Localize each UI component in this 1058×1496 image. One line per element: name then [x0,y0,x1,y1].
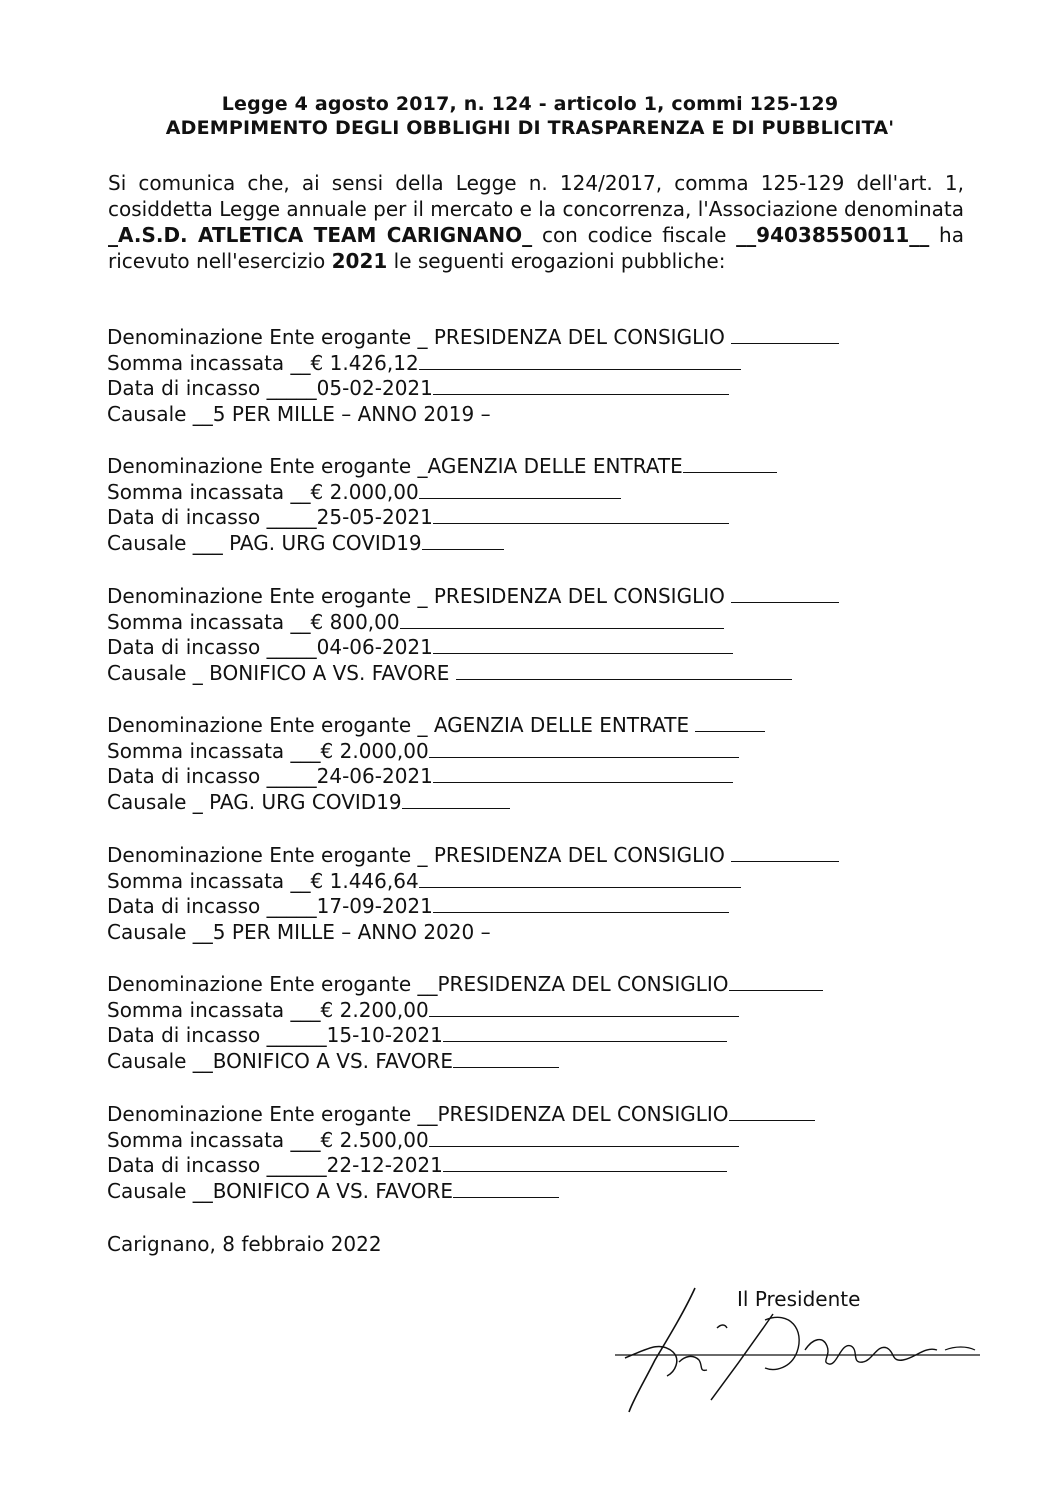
disbursement-entry [107,584,839,686]
data-label: Data di incasso [107,1153,261,1178]
ente-line [107,972,823,998]
data-line [107,1023,823,1049]
fill-line [429,739,739,758]
ente-line [107,454,777,480]
disbursement-entry [107,843,839,945]
fill-line [456,661,792,680]
causale-value: _ BONIFICO A VS. FAVORE [186,660,456,685]
data-line [107,764,765,790]
data-label: Data di incasso [107,635,261,660]
intro-paragraph [108,170,964,274]
causale-value: ___ PAG. URG COVID19 [186,530,422,555]
ente-line [107,325,839,351]
causale-label: Causale [107,1048,187,1073]
data-value: _____05-02-2021 [260,376,433,401]
data-label: Data di incasso [107,376,261,401]
ente-value: _ AGENZIA DELLE ENTRATE [411,713,696,737]
causale-value: __BONIFICO A VS. FAVORE [186,1178,454,1203]
ente-line [107,713,765,739]
ente-label: Denominazione Ente erogante [107,325,412,349]
fill-line [453,1179,559,1198]
somma-value: __€ 800,00 [284,609,400,634]
document-subtitle: ADEMPIMENTO DEGLI OBBLIGHI DI TRASPARENZA E DI PUBBLICITA' [165,117,895,139]
signatory-role: Il Presidente [737,1287,861,1311]
data-label: Data di incasso [107,894,261,919]
somma-value: ___€ 2.500,00 [284,1127,429,1152]
somma-line [107,739,765,765]
somma-line [107,869,839,895]
data-line [107,635,839,661]
causale-label: Causale [107,1178,187,1203]
somma-label: Somma incassata [107,609,285,634]
causale-line [107,531,777,557]
causale-value: __5 PER MILLE – ANNO 2020 – [186,919,491,944]
data-value: _____25-05-2021 [260,505,433,530]
causale-line [107,661,839,687]
somma-line [107,480,777,506]
ente-value: _ PRESIDENZA DEL CONSIGLIO [411,843,732,867]
causale-line [107,790,765,816]
causale-line [107,1049,823,1075]
document-title: Legge 4 agosto 2017, n. 124 - articolo 1, commi 125-129 [221,93,839,115]
ente-line [107,584,839,610]
disbursement-entry [107,325,839,427]
data-value: ______15-10-2021 [260,1023,443,1048]
fill-line [419,351,741,370]
somma-line [107,1128,815,1154]
fill-line [443,1023,727,1042]
fill-line [731,584,839,603]
causale-line [107,920,839,946]
fill-line [683,454,777,473]
data-value: _____24-06-2021 [260,764,433,789]
data-value: _____04-06-2021 [260,635,433,660]
ente-label: Denominazione Ente erogante [107,1102,412,1126]
data-line [107,894,839,920]
fill-line [731,325,839,344]
disbursement-entry [107,1102,815,1204]
data-label: Data di incasso [107,1023,261,1048]
fiscal-code: __94038550011__ [736,223,930,247]
somma-label: Somma incassata [107,1127,285,1152]
causale-label: Causale [107,660,187,685]
somma-value: __€ 1.446,64 [284,868,419,893]
causale-label: Causale [107,789,187,814]
intro-text-2: con codice fiscale [532,223,737,247]
causale-value: __BONIFICO A VS. FAVORE [186,1048,454,1073]
fill-line [419,869,741,888]
somma-label: Somma incassata [107,868,285,893]
data-label: Data di incasso [107,764,261,789]
somma-value: __€ 2.000,00 [284,479,419,504]
fill-line [433,635,733,654]
fiscal-year: 2021 [331,249,388,273]
ente-value: _ PRESIDENZA DEL CONSIGLIO [411,325,732,349]
fill-line [429,998,739,1017]
fill-line [433,894,729,913]
data-label: Data di incasso [107,505,261,530]
somma-value: ___€ 2.200,00 [284,997,429,1022]
association-name: _A.S.D. ATLETICA TEAM CARIGNANO_ [108,223,533,247]
ente-label: Denominazione Ente erogante [107,713,412,737]
disbursement-entry [107,972,823,1074]
somma-label: Somma incassata [107,350,285,375]
causale-label: Causale [107,401,187,426]
disbursement-entry [107,454,777,556]
fill-line [400,610,724,629]
fill-line [402,790,510,809]
data-line [107,376,839,402]
intro-text-1: Si comunica che, ai sensi della Legge n. 124/2017, comma 125-129 dell'art. 1, cosiddetta Legge annuale per il mercato e la concorrenza, l'Associazione denominata [108,171,964,221]
ente-value: __PRESIDENZA DEL CONSIGLIO [411,972,729,996]
ente-line [107,843,839,869]
somma-label: Somma incassata [107,479,285,504]
causale-line [107,1179,815,1205]
handwritten-signature [615,1280,985,1420]
somma-value: __€ 1.426,12 [284,350,419,375]
fill-line [695,713,765,732]
causale-value: _ PAG. URG COVID19 [186,789,402,814]
fill-line [433,764,733,783]
ente-value: _ PRESIDENZA DEL CONSIGLIO [411,584,732,608]
fill-line [433,376,729,395]
somma-line [107,351,839,377]
somma-label: Somma incassata [107,738,285,763]
intro-text-3: ha ricevuto nell'esercizio [108,223,964,273]
fill-line [729,1102,815,1121]
ente-value: _AGENZIA DELLE ENTRATE [411,454,683,478]
causale-value: __5 PER MILLE – ANNO 2019 – [186,401,491,426]
somma-value: ___€ 2.000,00 [284,738,429,763]
somma-line [107,998,823,1024]
fill-line [419,480,621,499]
data-value: ______22-12-2021 [260,1153,443,1178]
ente-label: Denominazione Ente erogante [107,843,412,867]
fill-line [443,1153,727,1172]
place-and-date: Carignano, 8 febbraio 2022 [107,1232,382,1256]
ente-line [107,1102,815,1128]
fill-line [729,972,823,991]
data-line [107,1153,815,1179]
ente-label: Denominazione Ente erogante [107,584,412,608]
fill-line [731,843,839,862]
fill-line [453,1049,559,1068]
causale-label: Causale [107,919,187,944]
fill-line [429,1128,739,1147]
ente-label: Denominazione Ente erogante [107,454,412,478]
ente-label: Denominazione Ente erogante [107,972,412,996]
intro-text-4: le seguenti erogazioni pubbliche: [387,249,726,273]
causale-line [107,402,839,428]
causale-label: Causale [107,530,187,555]
somma-line [107,610,839,636]
disbursement-entry [107,713,765,815]
fill-line [422,531,504,550]
fill-line [433,505,729,524]
data-line [107,505,777,531]
data-value: _____17-09-2021 [260,894,433,919]
somma-label: Somma incassata [107,997,285,1022]
ente-value: __PRESIDENZA DEL CONSIGLIO [411,1102,729,1126]
